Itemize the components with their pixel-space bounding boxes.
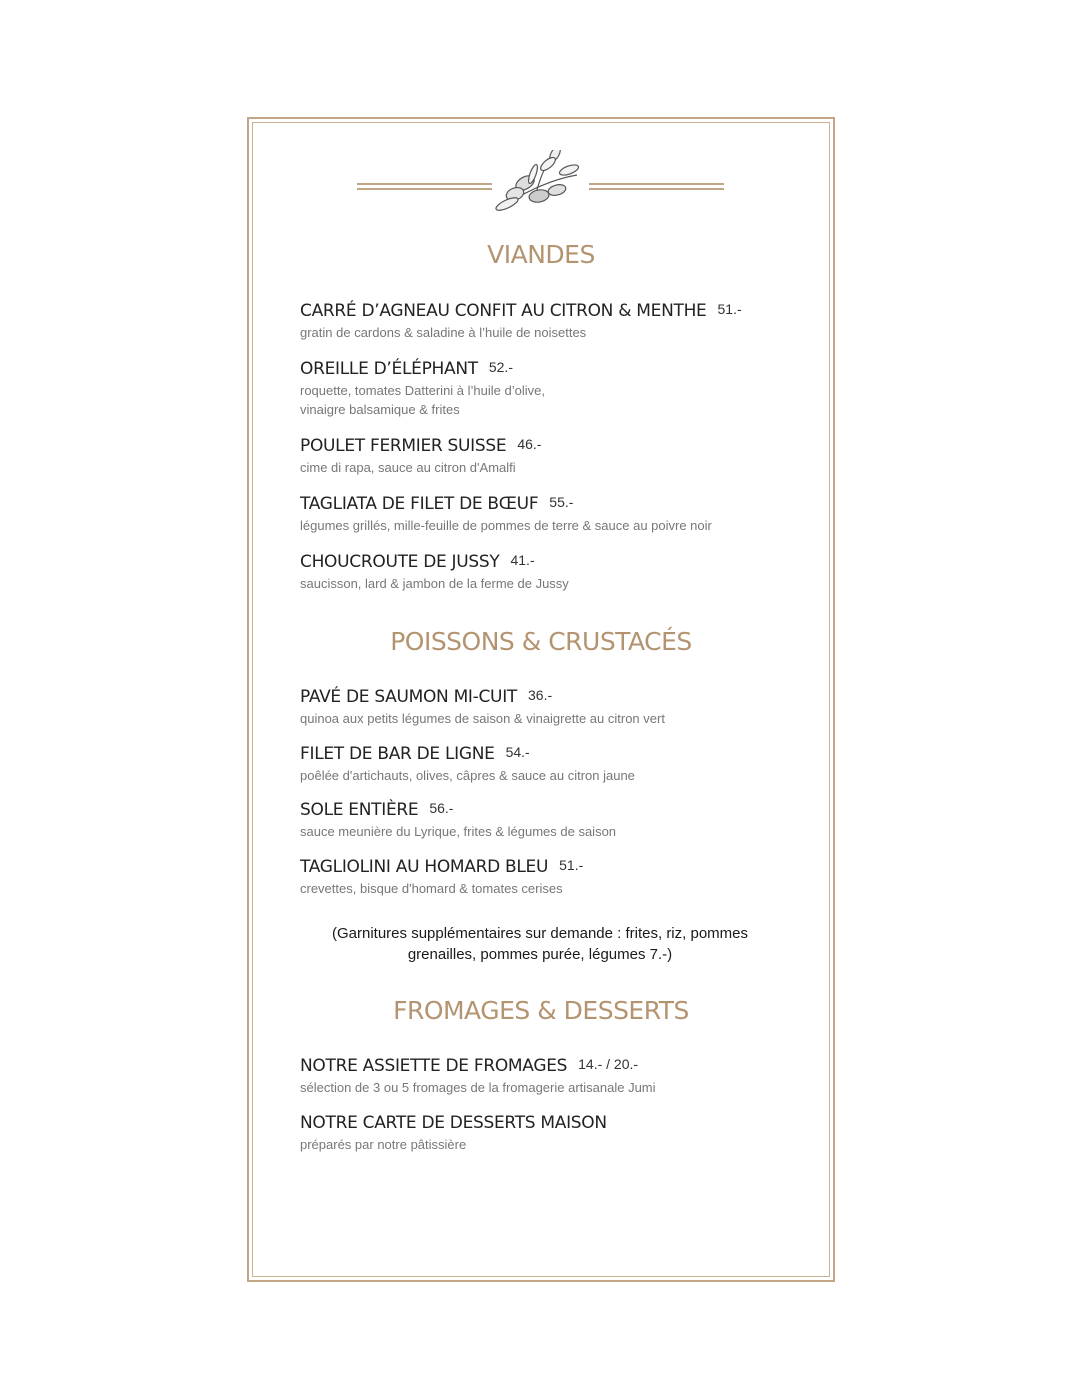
menu-item-description: poêlée d'artichauts, olives, câpres & sauce au citron jaune bbox=[300, 768, 635, 783]
menu-item bbox=[300, 854, 820, 898]
menu-item-price: 36.- bbox=[528, 687, 553, 703]
menu-item bbox=[300, 356, 820, 419]
menu-item-name: NOTRE ASSIETTE DE FROMAGES bbox=[300, 1056, 568, 1076]
menu-item-price: 56.- bbox=[429, 800, 454, 816]
menu-item-price: 14.- / 20.- bbox=[578, 1056, 639, 1072]
menu-item bbox=[300, 741, 820, 785]
menu-item-description: saucisson, lard & jambon de la ferme de Jussy bbox=[300, 576, 569, 591]
menu-item-name: TAGLIATA DE FILET DE BŒUF bbox=[300, 494, 539, 514]
menu-item-name: CARRÉ D’AGNEAU CONFIT AU CITRON & MENTHE bbox=[300, 301, 707, 321]
menu-item-description: préparés par notre pâtissière bbox=[300, 1137, 467, 1152]
menu-item-description: sauce meunière du Lyrique, frites & légumes de saison bbox=[300, 824, 617, 839]
menu-item-description: gratin de cardons & saladine à l’huile de noisettes bbox=[300, 325, 587, 340]
menu-item-name: SOLE ENTIÈRE bbox=[300, 800, 419, 820]
menu-item-name: POULET FERMIER SUISSE bbox=[300, 436, 507, 456]
menu-item bbox=[300, 549, 820, 593]
menu-item-price: 55.- bbox=[549, 494, 574, 510]
section-title-poissons: POISSONS & CRUSTACÉS bbox=[390, 627, 692, 656]
menu-item-name: CHOUCROUTE DE JUSSY bbox=[300, 552, 500, 572]
section-title-viandes: VIANDES bbox=[487, 240, 595, 269]
menu-item-price: 41.- bbox=[510, 552, 535, 568]
menu-item-price: 51.- bbox=[717, 301, 742, 317]
menu-item bbox=[300, 433, 820, 477]
menu-item bbox=[300, 1053, 820, 1097]
olive-branch-icon bbox=[357, 150, 724, 214]
menu-item-name: FILET DE BAR DE LIGNE bbox=[300, 744, 495, 764]
garnish-note: (Garnitures supplémentaires sur demande : frites, riz, pommes grenailles, pommes purée, légumes 7.-) bbox=[332, 925, 748, 963]
menu-item-price: 46.- bbox=[517, 436, 542, 452]
menu-item-description: roquette, tomates Datterini à l’huile d’olive, vinaigre balsamique & frites bbox=[300, 383, 545, 417]
menu-item-description: cime di rapa, sauce au citron d'Amalfi bbox=[300, 460, 516, 475]
menu-item-description: sélection de 3 ou 5 fromages de la fromagerie artisanale Jumi bbox=[300, 1080, 656, 1095]
menu-item bbox=[300, 684, 820, 728]
menu-item bbox=[300, 491, 820, 535]
menu-item-name: NOTRE CARTE DE DESSERTS MAISON bbox=[300, 1113, 607, 1133]
menu-item bbox=[300, 298, 820, 342]
menu-item-name: TAGLIOLINI AU HOMARD BLEU bbox=[300, 857, 549, 877]
menu-item-description: légumes grillés, mille-feuille de pommes de terre & sauce au poivre noir bbox=[300, 518, 712, 533]
menu-item-price: 52.- bbox=[488, 359, 513, 375]
menu-item-description: crevettes, bisque d'homard & tomates cerises bbox=[300, 881, 563, 896]
menu-item bbox=[300, 797, 820, 841]
menu-item-price: 51.- bbox=[559, 857, 584, 873]
menu-item-name: OREILLE D’ÉLÉPHANT bbox=[300, 359, 478, 379]
menu-item bbox=[300, 1110, 820, 1154]
menu-item-description: quinoa aux petits légumes de saison & vinaigrette au citron vert bbox=[300, 711, 665, 726]
section-title-fromages: FROMAGES & DESSERTS bbox=[393, 996, 689, 1025]
menu-item-name: PAVÉ DE SAUMON MI-CUIT bbox=[300, 687, 517, 707]
menu-item-price: 54.- bbox=[505, 744, 530, 760]
